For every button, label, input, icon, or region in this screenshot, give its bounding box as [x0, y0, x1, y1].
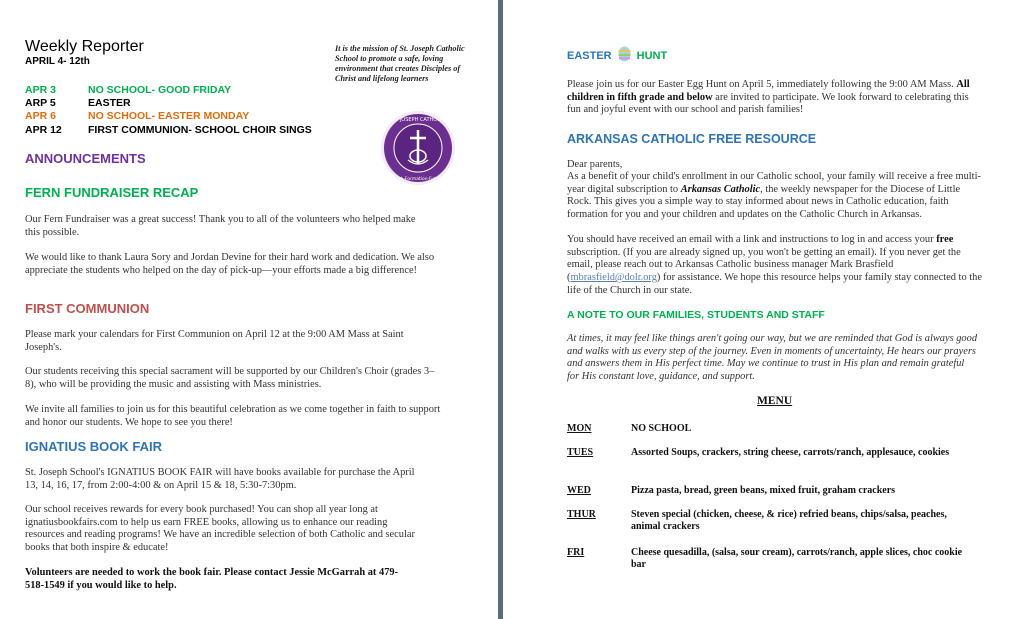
easter-heading-word-1: EASTER [567, 50, 612, 63]
easter-text-bold: All children in fifth grade and below [567, 79, 970, 103]
communion-paragraph-1: Please mark your calendars for First Communion on April 12 at the 9:00 AM Mass at Saint Joseph's. [25, 329, 404, 353]
announcements-heading: ANNOUNCEMENTS [25, 151, 146, 166]
note-heading: A NOTE TO OUR FAMILIES, STUDENTS AND STAFF [567, 309, 825, 321]
arkansas-text-e: subscription. (If you are already signed up, you won't be getting an email). If you never get the email, please reach out to Arkansas Catholic business manager Mark Brasfield ( [567, 246, 961, 284]
easter-text-c: are invited to participate. We look forward to celebrating this fun and joyful event with our school and parish families! [567, 91, 969, 116]
menu-food: NO SCHOOL [631, 423, 692, 434]
newsletter-dates: APRIL 4- 12th [25, 56, 90, 67]
menu-day: THUR [567, 509, 596, 520]
note-paragraph: At times, it may feel like things aren't going our way, but we are reminded that God is always good and walks with us every step of the journey. Even in moments of uncertainty, He hears our prayers and answers them in His perfect time. May we continue to trust in His plan and remain grateful for His constant love, guidance, and support. [567, 333, 978, 383]
communion-heading: FIRST COMMUNION [25, 301, 150, 316]
school-seal-logo [380, 110, 456, 186]
arkansas-heading: ARKANSAS CATHOLIC FREE RESOURCE [567, 132, 817, 146]
menu-day: TUES [567, 447, 594, 458]
easter-heading-word-2: HUNT [636, 50, 668, 63]
menu-day: FRI [567, 547, 585, 558]
bookfair-heading: IGNATIUS BOOK FAIR [25, 439, 162, 454]
arkansas-text-a: As a benefit of your child's enrollment in our Catholic school, your family will receive a free multi-year digital subscription to [567, 171, 981, 195]
arkansas-text-f: ) for assistance. We hope this resource helps your family stay connected to the life of the Church in our state. [567, 272, 982, 296]
calendar-event: NO SCHOOL- EASTER MONDAY [88, 110, 250, 122]
calendar-row [25, 97, 131, 109]
newsletter-title: Weekly Reporter [25, 38, 144, 55]
menu-food: Cheese quesadilla, (salsa, sour cream), carrots/ranch, apple slices, choc cookie bar [631, 547, 963, 570]
communion-paragraph-2: Our students receiving this special sacrament will be supported by our Children's Choir (grades 3–8), who will be providing the music and assisting with Mass ministries. [25, 366, 435, 390]
arkansas-catholic-name: Arkansas Catholic [680, 183, 761, 195]
calendar-row [25, 110, 249, 122]
calendar-event: NO SCHOOL- GOOD FRIDAY [88, 84, 232, 96]
arkansas-paragraph-1 [567, 171, 982, 222]
fern-heading: FERN FUNDRAISER RECAP [25, 185, 199, 200]
calendar-date: APR 12 [25, 124, 62, 136]
arkansas-text-d: You should have received an email with a link and instructions to log in and access your [567, 234, 934, 245]
menu-day: MON [567, 423, 592, 434]
fern-paragraph-1: Our Fern Fundraiser was a great success! Thank you to all of the volunteers who helped make this possible. [25, 214, 416, 238]
arkansas-paragraph-2 [567, 234, 982, 298]
communion-paragraph-3: We invite all families to join us for this beautiful celebration as we come together in faith to support and honor our students. We hope to see you there! [25, 404, 441, 428]
menu-food: Pizza pasta, bread, green beans, mixed fruit, graham crackers [631, 485, 896, 496]
calendar-event: FIRST COMMUNION- SCHOOL CHOIR SINGS [88, 124, 312, 136]
bookfair-paragraph-3: Volunteers are needed to work the book fair. Please contact Jessie McGarrah at 479-518-1549 if you would like to help. [25, 567, 399, 591]
calendar-row [25, 124, 312, 136]
easter-hunt-heading [567, 44, 667, 67]
calendar-row [25, 84, 231, 96]
svg-text:Faith·Formation·Future: Faith·Formation·Future [392, 177, 444, 182]
mission-statement: It is the mission of St. Joseph Catholic School to promote a safe, loving environment that creates Disciples of Christ and lifelong learners [335, 44, 465, 83]
menu-food: Assorted Soups, crackers, string cheese, carrots/ranch, applesauce, cookies [631, 447, 950, 458]
easter-paragraph [567, 79, 982, 117]
menu-title: MENU [757, 395, 793, 407]
calendar-event: EASTER [88, 97, 131, 109]
svg-text:ST. JOSEPH CATHOLIC: ST. JOSEPH CATHOLIC [391, 117, 445, 123]
arkansas-greeting: Dear parents, [567, 159, 623, 170]
bookfair-paragraph-2: Our school receives rewards for every book purchased! You can shop all year long at ignatiusbookfairs.com to help us earn FREE books, allowing us to enhance our reading resources and reading programs! We have an incredible selection of both Catholic and secular books that both inspire & educate! [25, 504, 415, 554]
email-link[interactable]: mbrasfield@dolr.org [570, 272, 657, 284]
easter-text-a: Please join us for our Easter Egg Hunt on April 5, immediately following the 9:00 AM Mass. [567, 79, 954, 90]
calendar-date: APR 3 [25, 84, 56, 96]
left-page [0, 0, 498, 619]
arkansas-free-word: free [936, 234, 954, 245]
calendar-date: APR 6 [25, 110, 56, 122]
calendar-date: ARP 5 [25, 97, 56, 109]
arkansas-text-c: , the weekly newspaper for the Diocese of Little Rock. This gives you a simple way to stay informed about news in Catholic education, faith formation for you and your children and updates on the Catholic Church in Arkansas. [567, 183, 961, 221]
menu-food: Steven special (chicken, cheese, & rice) refried beans, chips/salsa, peaches, animal crackers [631, 509, 947, 532]
menu-day: WED [567, 485, 591, 496]
fern-paragraph-2: We would like to thank Laura Sory and Jordan Devine for their hard work and dedication. We also appreciate the students who helped on the day of pick-up—your efforts made a big difference! [25, 252, 435, 276]
easter-egg-icon [618, 44, 631, 67]
bookfair-paragraph-1: St. Joseph School's IGNATIUS BOOK FAIR will have books available for purchase the April 13, 14, 16, 17, from 2:00-4:00 & on April 15 & 18, 5:30-7:30pm. [25, 467, 415, 491]
